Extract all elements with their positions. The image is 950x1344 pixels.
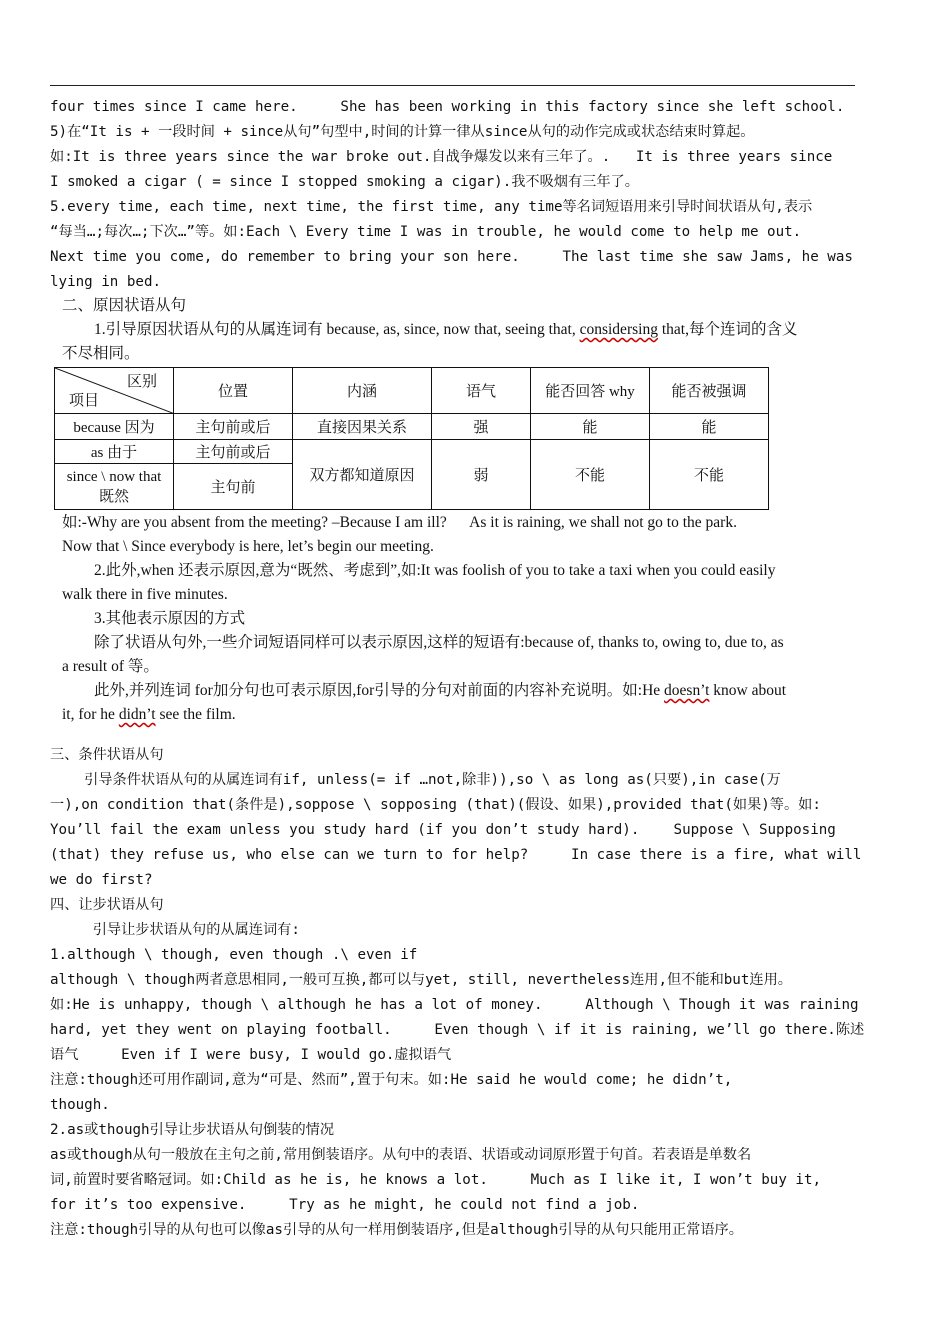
text-line: I smoked a cigar ( = since I stopped smoking a cigar).我不吸烟有三年了。 (50, 174, 639, 190)
table-header-cell: 内涵 (293, 368, 432, 414)
reasons-comparison-table (54, 367, 769, 510)
text-line: lying in bed. (50, 274, 162, 290)
table-cell: since \ now that 既然 (55, 464, 174, 510)
table-header-cell: 能否回答 why (531, 368, 650, 414)
text-line: (that) they refuse us, who else can we turn to for help? In case there is a fire, what will (50, 847, 862, 863)
paragraph-line: 除了状语从句外,一些介词短语同样可以表示原因,这样的短语有:because of, thanks to, owing to, due to, as (94, 634, 784, 651)
text-line: 如:It is three years since the war broke out.自战争爆发以来有三年了。. It is three years since (50, 149, 833, 165)
text-line: 注意:though还可用作副词,意为“可是、然而”,置于句末。如:He said he would come; he didn’t, (50, 1072, 733, 1088)
table-cell: 不能 (650, 440, 769, 510)
paragraph-line: a result of 等。 (62, 658, 159, 675)
table-cell: 双方都知道原因 (293, 440, 432, 510)
text-line: 语气 Even if I were busy, I would go.虚拟语气 (50, 1047, 452, 1063)
table-cell: as 由于 (55, 440, 174, 464)
section2-header (62, 294, 877, 366)
text-line: 引导让步状语从句的从属连词有: (50, 922, 300, 938)
text-line: 5)在“It is + 一段时间 + since从句”句型中,时间的计算一律从since从句的动作完成或状态结束时算起。 (50, 124, 755, 140)
text-line: 2.as或though引导让步状语从句倒装的情况 (50, 1122, 335, 1138)
text-line: “每当…;每次…;下次…”等。如:Each \ Every time I was in trouble, he would come to help me out. (50, 224, 802, 240)
text-line: 一),on condition that(条件是),soppose \ sopposing (that)(假设、如果),provided that(如果)等。如: (50, 797, 821, 813)
text-line: 如:He is unhappy, though \ although he has a lot of money. Although \ Though it was raining (50, 997, 859, 1013)
top-paragraph (50, 95, 865, 295)
table-corner-cell (55, 368, 174, 414)
example-line: 如:-Why are you absent from the meeting? –Because I am ill? As it is raining, we shall not go to the park. (62, 514, 737, 531)
section4 (50, 893, 865, 1243)
table-cell: 直接因果关系 (293, 414, 432, 440)
table-cell: 主句前或后 (174, 440, 293, 464)
text-line: four times since I came here. She has been working in this factory since she left school. (50, 99, 845, 115)
table-header-cell: 位置 (174, 368, 293, 414)
table-cell: 强 (432, 414, 531, 440)
table-row (55, 414, 769, 440)
text-line: Next time you come, do remember to bring your son here. The last time she saw Jams, he was (50, 249, 853, 265)
intro-line: 不尽相同。 (62, 345, 140, 362)
subheading: 3.其他表示原因的方式 (94, 610, 246, 627)
paragraph-line: it, for he didn’t see the film. (62, 706, 236, 723)
text-line: we do first? (50, 872, 153, 888)
text-line: 注意:though引导的从句也可以像as引导的从句一样用倒装语序,但是although引导的从句只能用正常语序。 (50, 1222, 743, 1238)
text-line: You’ll fail the exam unless you study hard (if you don’t study hard). Suppose \ Supposing (50, 822, 836, 838)
section-heading: 二、原因状语从句 (62, 297, 187, 314)
text-line: 词,前置时要省略冠词。如:Child as he is, he knows a lot. Much as I like it, I won’t buy it, (50, 1172, 822, 1188)
section-heading: 三、条件状语从句 (50, 747, 164, 763)
section3 (50, 743, 865, 893)
table-cell: 能 (531, 414, 650, 440)
text-line: for it’s too expensive. Try as he might, he could not find a job. (50, 1197, 640, 1213)
paragraph-line: walk there in five minutes. (62, 586, 228, 603)
table-row (55, 440, 769, 464)
table-header-cell: 语气 (432, 368, 531, 414)
text-line: though. (50, 1097, 110, 1113)
text-line: as或though从句一般放在主句之前,常用倒装语序。从句中的表语、状语或动词原形置于句首。若表语是单数名 (50, 1147, 752, 1163)
table-cell: 主句前或后 (174, 414, 293, 440)
table-header-cell: 能否被强调 (650, 368, 769, 414)
text-line: 引导条件状语从句的从属连词有if, unless(= if …not,除非)),so \ as long as(只要),in case(万 (50, 772, 781, 788)
table-cell: 能 (650, 414, 769, 440)
corner-label-top: 区别 (126, 374, 157, 390)
table-cell: 弱 (432, 440, 531, 510)
text-line: although \ though两者意思相同,一般可互换,都可以与yet, still, nevertheless连用,但不能和but连用。 (50, 972, 792, 988)
section2-body (62, 511, 852, 727)
section-heading: 四、让步状语从句 (50, 897, 164, 913)
table-cell: 主句前 (174, 464, 293, 510)
paragraph-line: 2.此外,when 还表示原因,意为“既然、考虑到”,如:It was foolish of you to take a taxi when you could easily (94, 562, 776, 579)
text-line: hard, yet they went on playing football. Even though \ if it is raining, we’ll go there.陈述 (50, 1022, 865, 1038)
paragraph-line: 此外,并列连词 for加分句也可表示原因,for引导的分句对前面的内容补充说明。如:He doesn’t know about (94, 682, 787, 699)
text-line: 5.every time, each time, next time, the first time, any time等名词短语用来引导时间状语从句,表示 (50, 199, 813, 215)
table-cell: 不能 (531, 440, 650, 510)
table-cell: because 因为 (55, 414, 174, 440)
corner-label-bottom: 项目 (69, 393, 100, 409)
intro-line: 1.引导原因状语从句的从属连词有 because, as, since, now that, seeing that, considersing that,每个连词的含义 (94, 321, 798, 338)
example-line: Now that \ Since everybody is here, let’s begin our meeting. (62, 538, 434, 555)
header-rule (50, 85, 855, 86)
text-line: 1.although \ though, even though .\ even if (50, 947, 418, 963)
